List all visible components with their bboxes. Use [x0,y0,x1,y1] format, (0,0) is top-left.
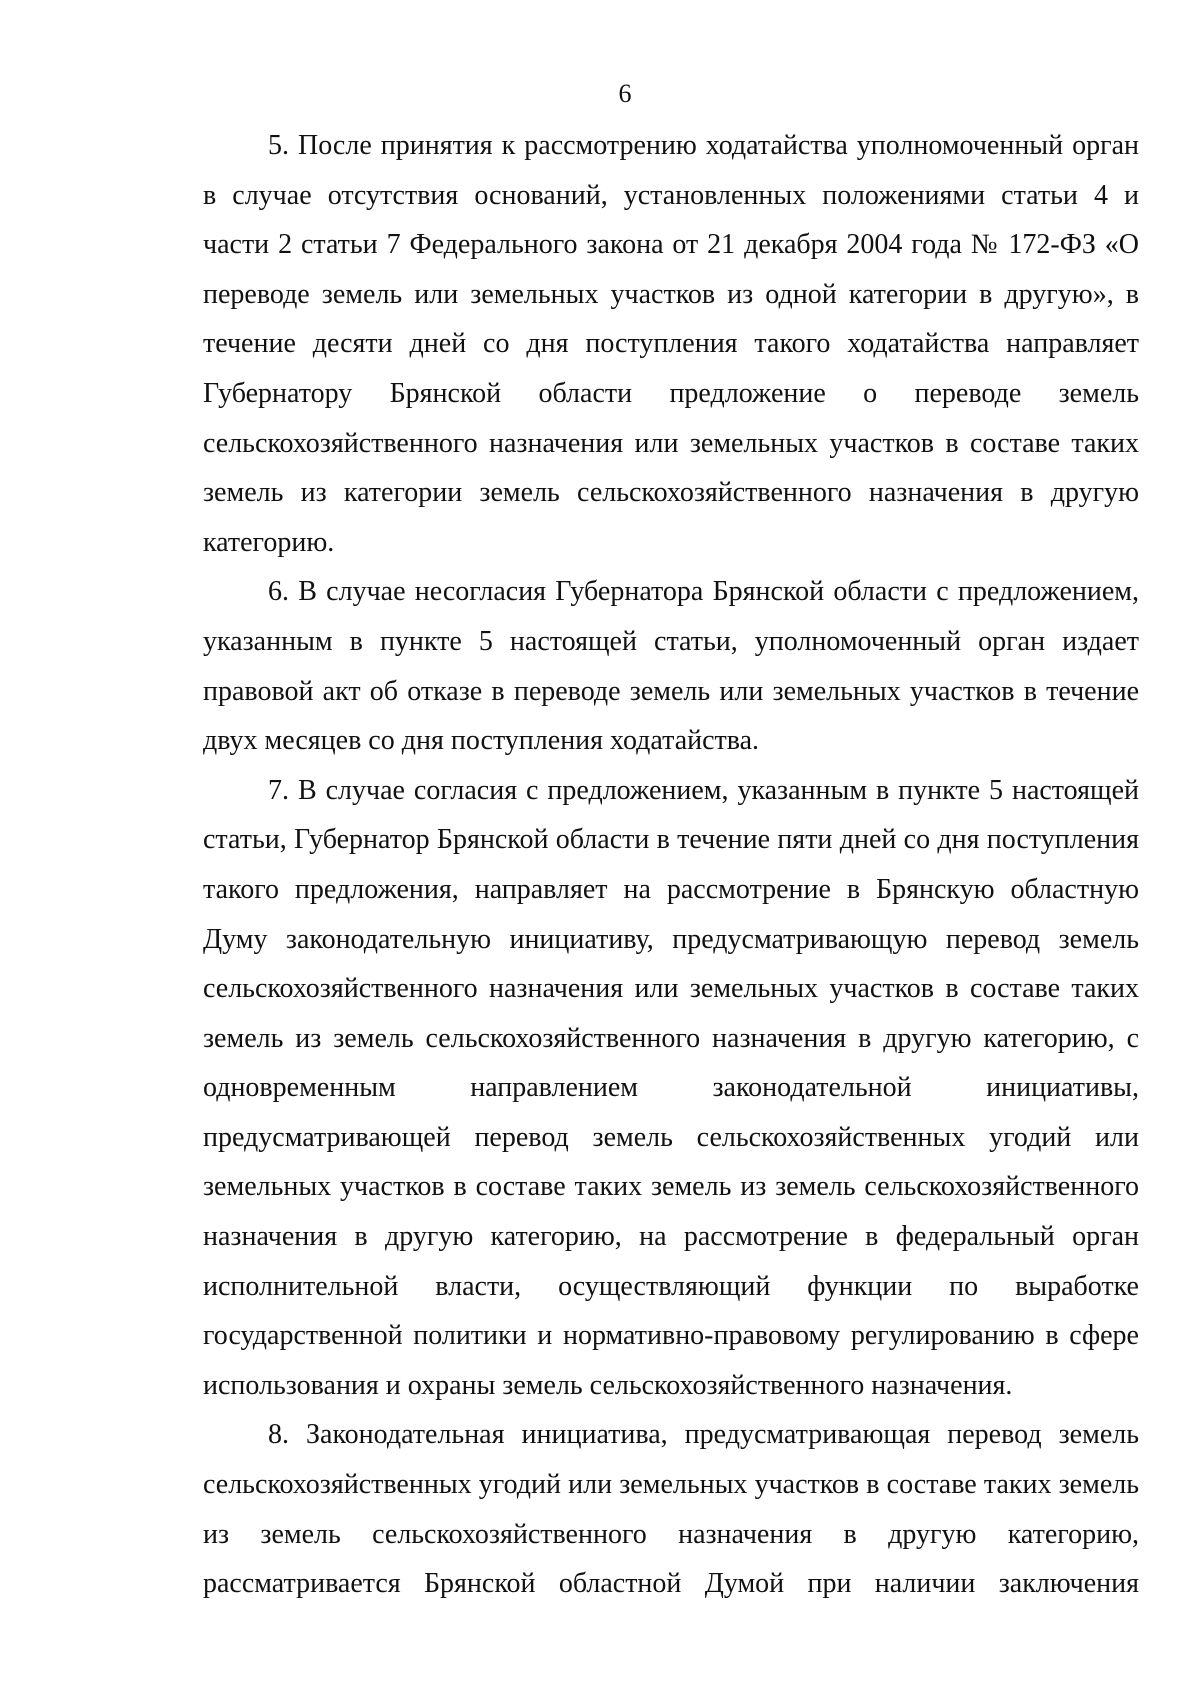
paragraph-6: 6. В случае несогласия Губернатора Брянской области с предложением, указанным в пункте 5 настоящей статьи, уполномоченный орган издает правовой акт об отказе в переводе земель или земельных участков в течение двух месяцев со дня поступления ходатайства. [203,576,1139,757]
paragraph-7: 7. В случае согласия с предложением, указанным в пункте 5 настоящей статьи, Губернатор Брянской области в течение пяти дней со дня поступления такого предложения, направляет на рассмотрение в Брянскую областную Думу законодательную инициативу, предусматривающую перевод земель сельскохозяйственного назначения или земельных участков в составе таких земель из земель сельскохозяйственного назначения в другую категорию, с одновременным направлением законодательной инициативы, предусматривающей перевод земель сельскохозяйственных угодий или земельных участков в составе таких земель из земель сельскохозяйственного назначения в другую категорию, на рассмотрение в федеральный орган исполнительной власти, осуществляющий функции по выработке государственной политики и нормативно-правовому регулированию в сфере использования и охраны земель сельскохозяйственного назначения. [203,774,1139,1401]
document-body [203,121,1139,1609]
paragraph-8: 8. Законодательная инициатива, предусматривающая перевод земель сельскохозяйственных угодий или земельных участков в составе таких земель из земель сельскохозяйственного назначения в другую категорию, рассматривается Брянской областной Думой при наличии заключения [203,1419,1139,1600]
paragraph-5: 5. После принятия к рассмотрению ходатайства уполномоченный орган в случае отсутствия оснований, установленных положениями статьи 4 и части 2 статьи 7 Федерального закона от 21 декабря 2004 года № 172-ФЗ «О переводе земель или земельных участков из одной категории в другую», в течение десяти дней со дня поступления такого ходатайства направляет Губернатору Брянской области предложение о переводе земель сельскохозяйственного назначения или земельных участков в составе таких земель из категории земель сельскохозяйственного назначения в другую категорию. [203,130,1139,558]
page-number: 6 [618,79,632,108]
